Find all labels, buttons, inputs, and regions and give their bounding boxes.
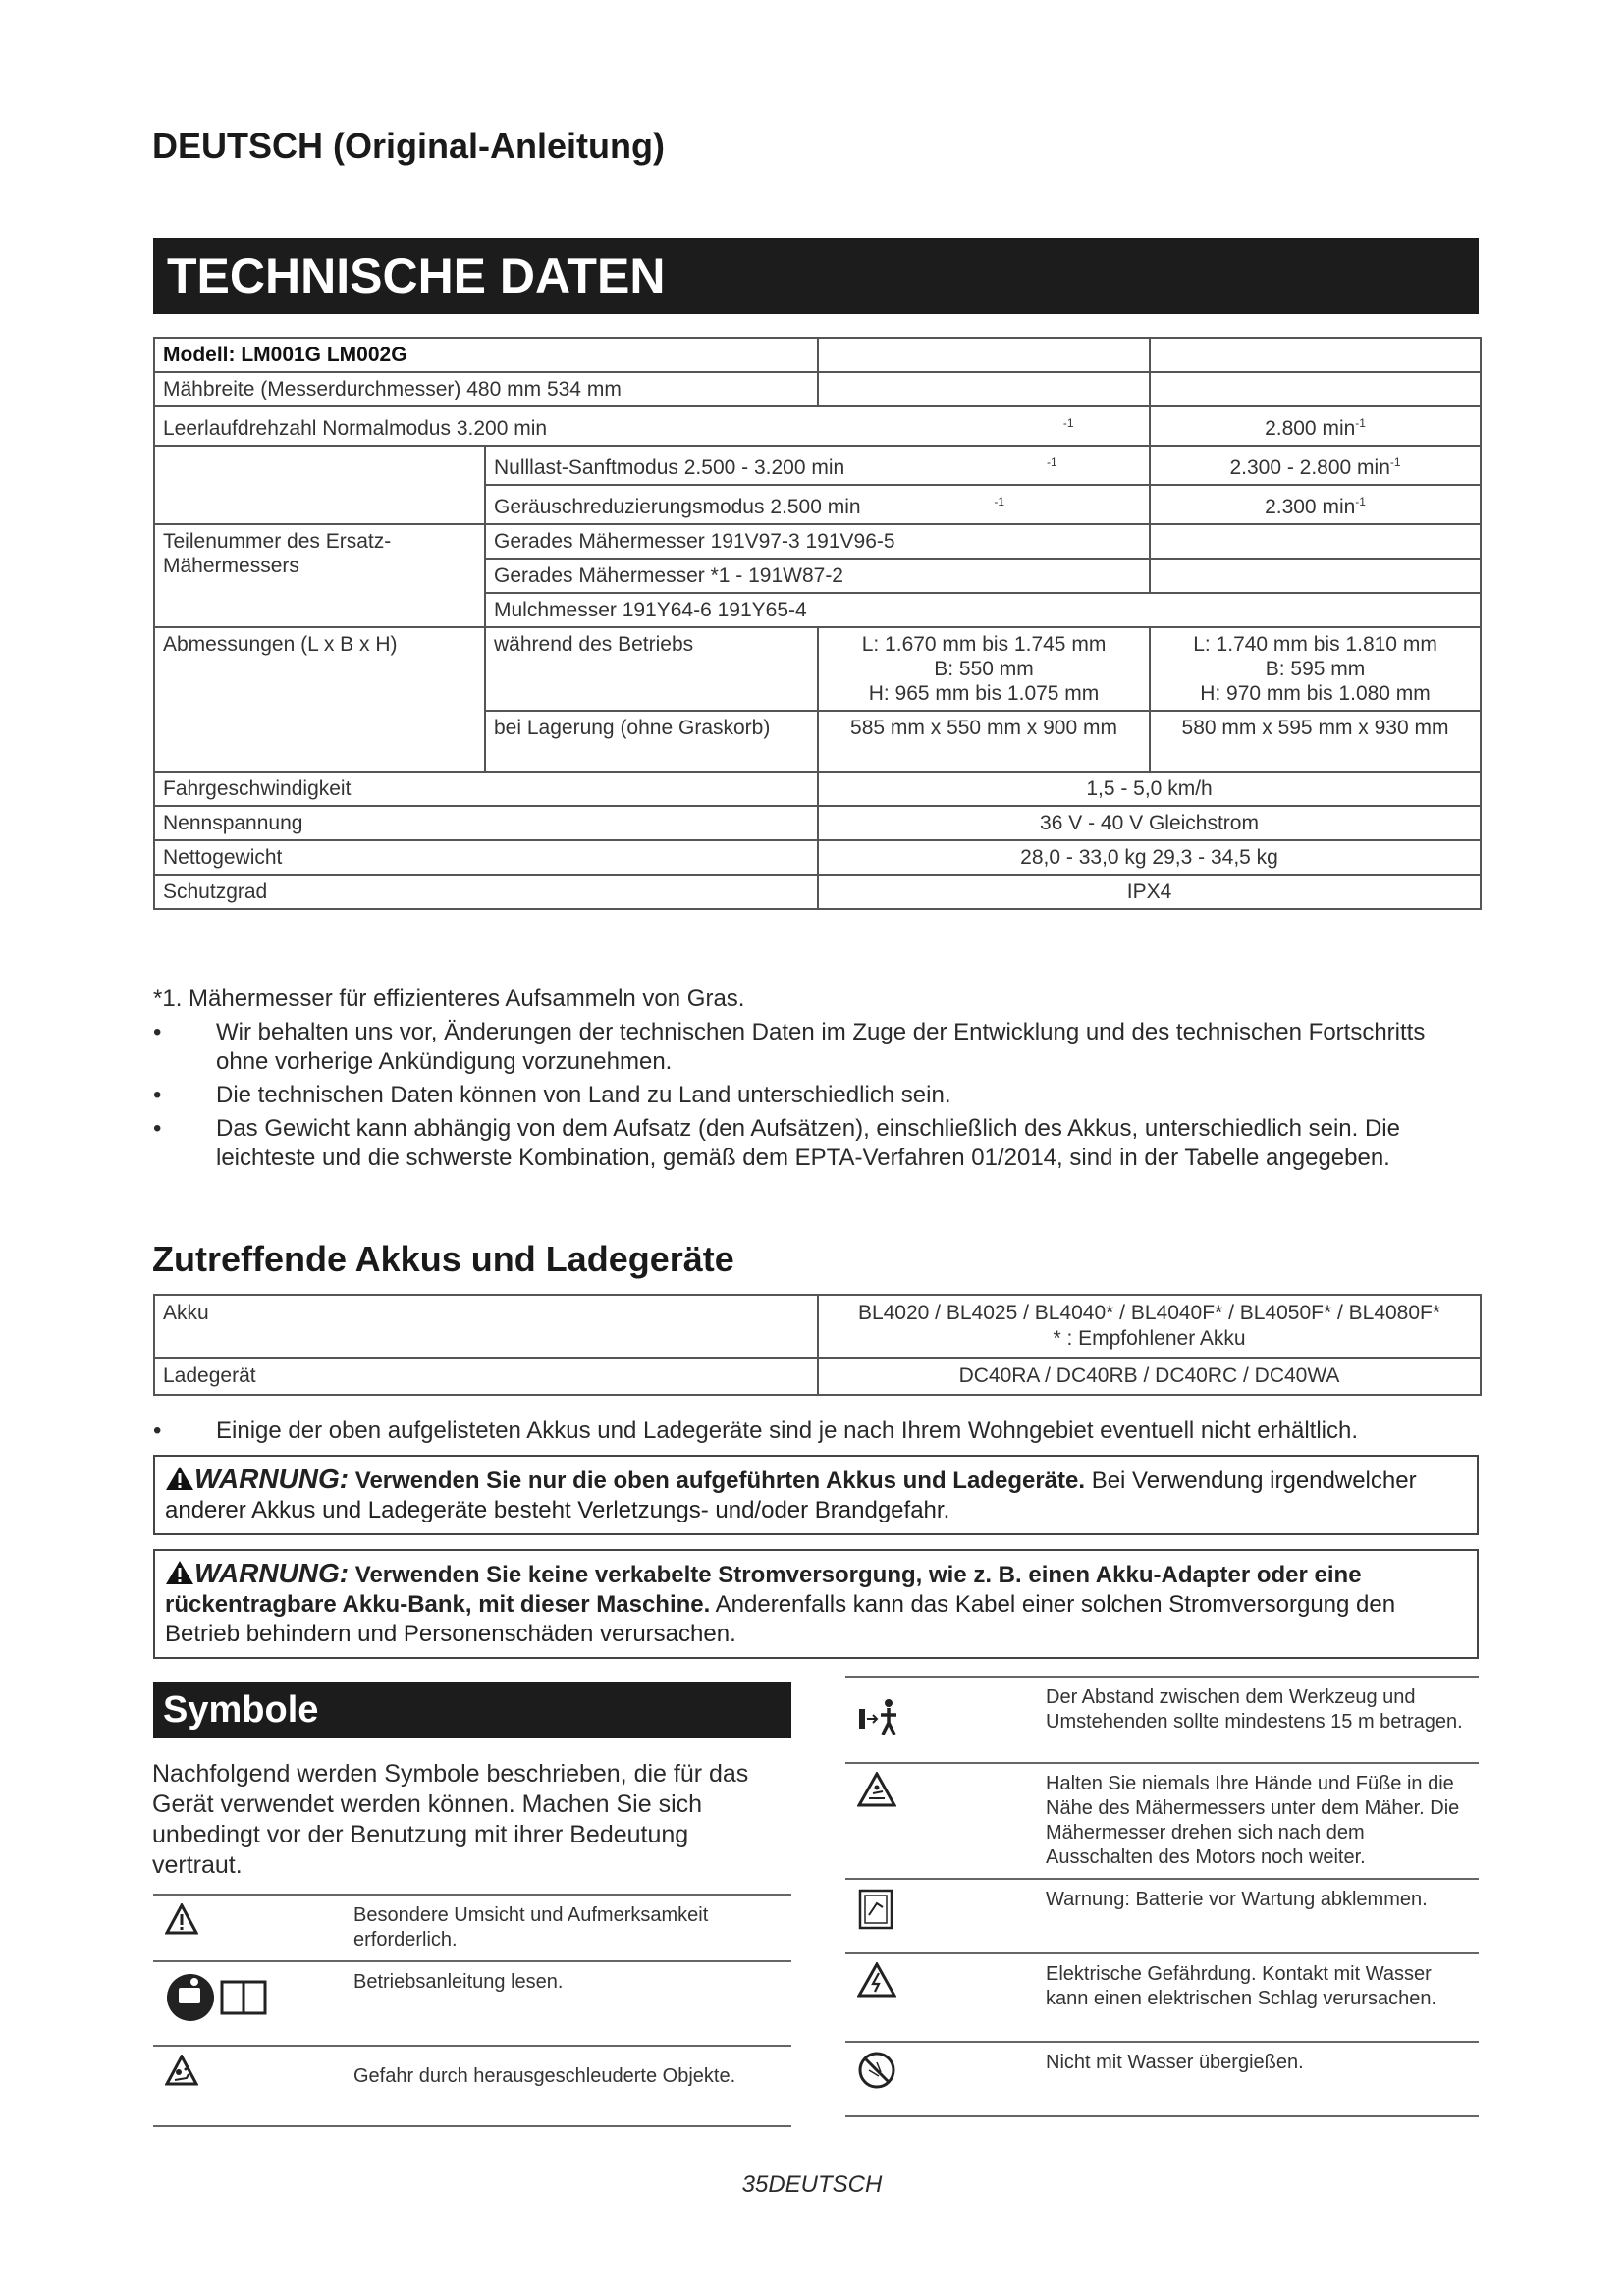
dimensions-storage-v2: 580 mm x 595 mm x 930 mm bbox=[1150, 711, 1481, 772]
dimensions-operation-v1 bbox=[818, 627, 1150, 711]
table-row bbox=[154, 806, 1481, 840]
section-banner-technische-daten: TECHNISCHE DATEN bbox=[153, 238, 1479, 314]
blade-part-1: Gerades Mähermesser 191V97-3 191V96-5 bbox=[485, 524, 1150, 559]
symbols-intro: Nachfolgend werden Symbole beschrieben, die für das Gerät verwendet werden können. Machen Sie sich unbedingt vor der Benutzung mit ihrer Bedeutung vertraut. bbox=[152, 1760, 749, 1879]
cutting-width-cell: Mähbreite (Messerdurchmesser) 480 mm 534 mm bbox=[154, 372, 818, 406]
symbol-desc: Nicht mit Wasser übergießen. bbox=[1040, 2042, 1479, 2116]
spec-notes bbox=[153, 985, 1479, 1177]
note-text: Wir behalten uns vor, Änderungen der technischen Daten im Zuge der Entwicklung und des technischen Fortschritts ohne vorherige Ankündigung vorzunehmen. bbox=[216, 1019, 1426, 1075]
symbol-desc: Gefahr durch herausgeschleuderte Objekte. bbox=[348, 2046, 791, 2126]
symbols-table-left bbox=[153, 1894, 791, 2127]
note-item bbox=[153, 1081, 1479, 1110]
electric-hazard-icon bbox=[845, 1953, 1040, 2042]
remove-battery-icon bbox=[845, 1879, 1040, 1953]
symbol-desc: Elektrische Gefährdung. Kontakt mit Wasser kann einen elektrischen Schlag verursachen. bbox=[1040, 1953, 1479, 2042]
value-text: 2.300 - 2.800 min bbox=[1229, 456, 1390, 479]
table-row bbox=[154, 524, 1481, 559]
unit-superscript: -1 bbox=[1355, 495, 1366, 508]
dimensions-operation-label: während des Betriebs bbox=[485, 627, 818, 711]
warning-bold-text: Verwenden Sie nur die oben aufgeführten Akkus und Ladegeräte. bbox=[354, 1468, 1086, 1494]
table-row bbox=[154, 406, 1481, 446]
net-weight-value: 28,0 - 33,0 kg 29,3 - 34,5 kg bbox=[818, 840, 1481, 875]
symbol-desc: Halten Sie niemals Ihre Hände und Füße in die Nähe des Mähermessers unter dem Mäher. Die Mähermesser drehen sich nach dem Ausschalten des Motors noch weiter. bbox=[1040, 1763, 1479, 1879]
thrown-objects-icon bbox=[153, 2046, 348, 2126]
unit-superscript: -1 bbox=[994, 495, 1005, 508]
travel-speed-value: 1,5 - 5,0 km/h bbox=[818, 772, 1481, 806]
section-heading-batteries: Zutreffende Akkus und Ladegeräte bbox=[152, 1239, 734, 1279]
warning-box-batteries bbox=[153, 1455, 1479, 1535]
table-row bbox=[154, 446, 1481, 485]
availability-note bbox=[153, 1416, 1551, 1446]
bullet-icon: • bbox=[153, 1115, 162, 1142]
symbol-desc: Der Abstand zwischen dem Werkzeug und Umstehenden sollte mindestens 15 m betragen. bbox=[1040, 1677, 1479, 1763]
idle-speed-normal-cell bbox=[154, 406, 1150, 446]
bullet-icon: • bbox=[153, 1019, 162, 1045]
table-row bbox=[154, 840, 1481, 875]
table-row bbox=[845, 1879, 1479, 1953]
table-row bbox=[845, 1677, 1479, 1763]
no-water-icon bbox=[845, 2042, 1040, 2116]
idle-speed-normal-text: Leerlaufdrehzahl Normalmodus 3.200 min bbox=[163, 417, 548, 440]
table-row bbox=[153, 1961, 791, 2046]
idle-speed-soft-text: Nulllast-Sanftmodus 2.500 - 3.200 min bbox=[494, 456, 845, 479]
dimensions-label: Abmessungen (L x B x H) bbox=[154, 627, 485, 772]
battery-value bbox=[818, 1295, 1481, 1358]
battery-label: Akku bbox=[154, 1295, 818, 1358]
table-row bbox=[154, 875, 1481, 909]
rated-voltage-value: 36 V - 40 V Gleichstrom bbox=[818, 806, 1481, 840]
bullet-icon: • bbox=[153, 1082, 162, 1108]
idle-speed-soft-v2 bbox=[1150, 446, 1481, 485]
page-footer: 35DEUTSCH bbox=[741, 2171, 883, 2198]
specifications-table bbox=[153, 337, 1482, 910]
table-row bbox=[154, 772, 1481, 806]
table-row bbox=[845, 1953, 1479, 2042]
symbol-desc: Warnung: Batterie vor Wartung abklemmen. bbox=[1040, 1879, 1479, 1953]
blade-part-3: Mulchmesser 191Y64-6 191Y65-4 bbox=[485, 593, 1481, 627]
dimension-width: B: 550 mm bbox=[934, 658, 1034, 680]
batteries-table bbox=[153, 1294, 1482, 1396]
charger-value: DC40RA / DC40RB / DC40RC / DC40WA bbox=[818, 1358, 1481, 1395]
table-row bbox=[154, 1295, 1481, 1358]
unit-superscript: -1 bbox=[1047, 455, 1057, 469]
dimensions-operation-v2 bbox=[1150, 627, 1481, 711]
table-row bbox=[154, 627, 1481, 711]
table-row bbox=[845, 2042, 1479, 2116]
read-manual-icon bbox=[153, 1961, 348, 2046]
bullet-icon: • bbox=[153, 1417, 162, 1444]
symbol-desc: Betriebsanleitung lesen. bbox=[348, 1961, 791, 2046]
travel-speed-label: Fahrgeschwindigkeit bbox=[154, 772, 818, 806]
dimensions-storage-v1: 585 mm x 550 mm x 900 mm bbox=[818, 711, 1150, 772]
table-row bbox=[154, 1358, 1481, 1395]
blade-hazard-icon bbox=[845, 1763, 1040, 1879]
note-text: Die technischen Daten können von Land zu Land unterschiedlich sein. bbox=[216, 1082, 951, 1108]
warning-text: Bei Verwendung irgendwelcher anderer Akkus und Ladegeräte besteht Verletzungs- und/oder Brandgefahr. bbox=[165, 1468, 1417, 1523]
document-language-title: DEUTSCH (Original-Anleitung) bbox=[152, 126, 665, 166]
warning-title: WARNUNG: bbox=[194, 1558, 350, 1588]
unit-superscript: -1 bbox=[1389, 455, 1401, 469]
warning-text: Anderenfalls kann das Kabel einer solchen Stromversorgung den Betrieb behindern und Personenschäden verursachen. bbox=[165, 1591, 1396, 1647]
symbols-table-right bbox=[845, 1676, 1479, 2117]
unit-superscript: -1 bbox=[1062, 416, 1074, 430]
net-weight-label: Nettogewicht bbox=[154, 840, 818, 875]
table-row bbox=[845, 1763, 1479, 1879]
note-text: Einige der oben aufgelisteten Akkus und Ladegeräte sind je nach Ihrem Wohngebiet eventuell nicht erhältlich. bbox=[216, 1417, 1358, 1444]
idle-speed-quiet-v2 bbox=[1150, 485, 1481, 524]
dimension-length: L: 1.670 mm bis 1.745 mm bbox=[861, 633, 1107, 656]
blade-part-label: Teilenummer des Ersatz-Mähermessers bbox=[154, 524, 485, 627]
unit-superscript: -1 bbox=[1355, 416, 1366, 430]
value-text: 2.300 min bbox=[1265, 496, 1356, 518]
warning-triangle-icon bbox=[165, 1466, 194, 1491]
value-text: 2.800 min bbox=[1265, 417, 1356, 440]
dimensions-storage-label: bei Lagerung (ohne Graskorb) bbox=[485, 711, 818, 772]
dimension-height: H: 965 mm bis 1.075 mm bbox=[868, 682, 1100, 705]
model-cell: Modell: LM001G LM002G bbox=[154, 338, 818, 372]
dimension-height: H: 970 mm bis 1.080 mm bbox=[1200, 682, 1431, 705]
section-banner-symbole: Symbole bbox=[153, 1682, 791, 1738]
note-item bbox=[153, 1114, 1479, 1173]
table-row bbox=[154, 338, 1481, 372]
idle-speed-normal-v2 bbox=[1150, 406, 1481, 446]
symbol-desc: Besondere Umsicht und Aufmerksamkeit erforderlich. bbox=[348, 1895, 791, 1961]
battery-recommend-note: * : Empfohlener Akku bbox=[1053, 1327, 1246, 1350]
note-item bbox=[153, 1018, 1479, 1077]
dimension-length: L: 1.740 mm bis 1.810 mm bbox=[1193, 633, 1437, 656]
rated-voltage-label: Nennspannung bbox=[154, 806, 818, 840]
protection-class-label: Schutzgrad bbox=[154, 875, 818, 909]
charger-label: Ladegerät bbox=[154, 1358, 818, 1395]
battery-models: BL4020 / BL4025 / BL4040* / BL4040F* / BL4050F* / BL4080F* bbox=[857, 1302, 1441, 1324]
warning-triangle-icon bbox=[165, 1560, 194, 1585]
blade-part-2: Gerades Mähermesser *1 - 191W87-2 bbox=[485, 559, 1150, 593]
caution-triangle-icon bbox=[153, 1895, 348, 1961]
idle-speed-quiet-cell bbox=[485, 485, 1150, 524]
idle-speed-quiet-text: Geräuschreduzierungsmodus 2.500 min bbox=[494, 496, 861, 518]
warning-box-power-supply bbox=[153, 1549, 1479, 1659]
keep-distance-icon bbox=[845, 1677, 1040, 1763]
warning-title: WARNUNG: bbox=[194, 1464, 350, 1494]
note-text: Das Gewicht kann abhängig von dem Aufsatz (den Aufsätzen), einschließlich des Akkus, unterschiedlich sein. Die leichteste und die schwerste Kombination, gemäß dem EPTA-Verfahren 01/2014, sind in der Tabelle angegeben. bbox=[216, 1115, 1400, 1171]
idle-speed-soft-cell bbox=[485, 446, 1150, 485]
warning-bold-text: Verwenden Sie keine verkabelte Stromversorgung, wie z. B. einen Akku-Adapter oder eine rückentragbare Akku-Bank, mit dieser Maschine. bbox=[165, 1562, 1362, 1618]
table-row bbox=[153, 2046, 791, 2126]
table-row bbox=[154, 372, 1481, 406]
table-row bbox=[153, 1895, 791, 1961]
footnote-1: *1. Mähermesser für effizienteres Aufsammeln von Gras. bbox=[153, 986, 745, 1012]
dimension-width: B: 595 mm bbox=[1265, 658, 1366, 680]
protection-class-value: IPX4 bbox=[818, 875, 1481, 909]
